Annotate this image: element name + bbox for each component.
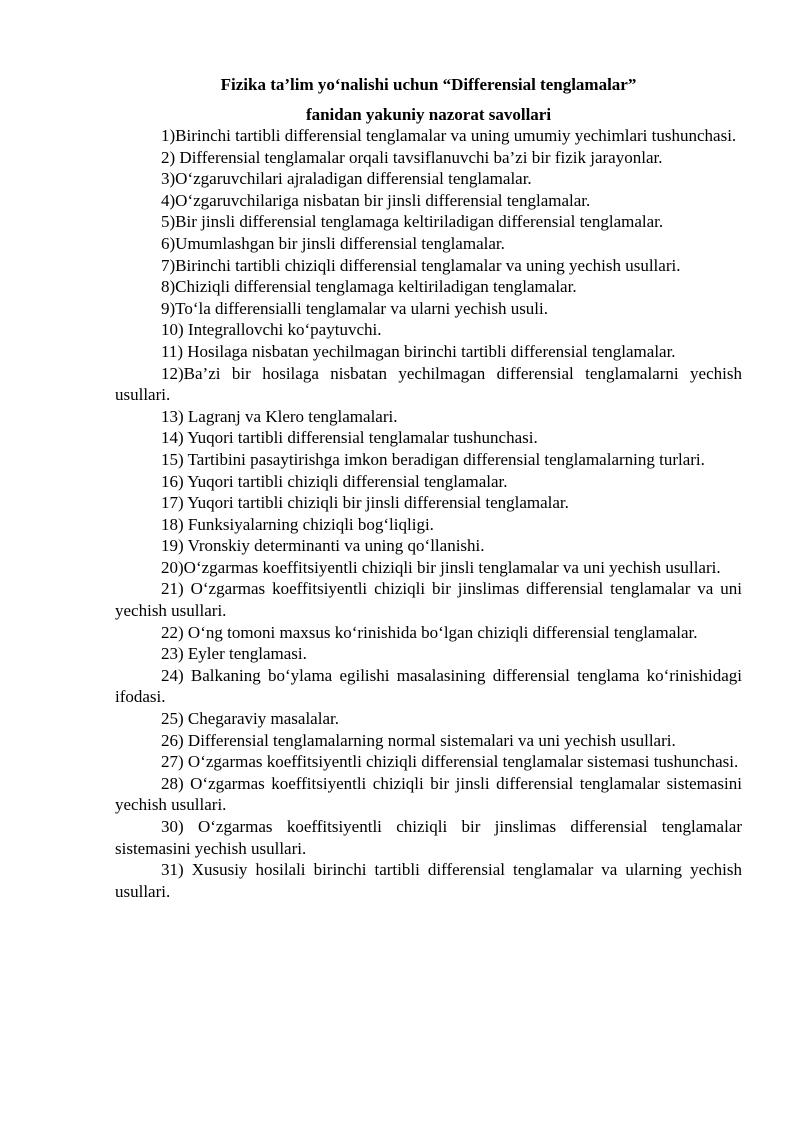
question-item: 1)Birinchi tartibli differensial tenglamalar va uning umumiy yechimlari tushunchasi.: [161, 126, 737, 145]
question-item: 21) O‘zgarmas koeffitsiyentli chiziqli bir jinslimas differensial tenglamalar va uni yechish usullari.: [115, 579, 742, 621]
question-item: 12)Ba’zi bir hosilaga nisbatan yechilmagan differensial tenglamalarni yechish usullari.: [115, 363, 742, 405]
question-item: 4)O‘zgaruvchilariga nisbatan bir jinsli differensial tenglamalar.: [161, 190, 591, 210]
question-item: 28) O‘zgarmas koeffitsiyentli chiziqli bir jinsli differensial tenglamalar sistemasini yechish usullari.: [115, 773, 742, 815]
question-item: 6)Umumlashgan bir jinsli differensial tenglamalar.: [161, 233, 505, 253]
question-item: 26) Differensial tenglamalarning normal sistemalari va uni yechish usullari.: [161, 730, 676, 750]
document-title-line-2: fanidan yakuniy nazorat savollari: [305, 104, 552, 124]
question-item: 3)O‘zgaruvchilari ajraladigan differensial tenglamalar.: [161, 169, 532, 189]
question-item: 30) O‘zgarmas koeffitsiyentli chiziqli bir jinslimas differensial tenglamalar sistemasini yechish usullari.: [115, 817, 742, 858]
question-item: 13) Lagranj va Klero tenglamalari.: [161, 406, 398, 426]
question-item: 22) O‘ng tomoni maxsus ko‘rinishida bo‘lgan chiziqli differensial tenglamalar.: [161, 622, 698, 642]
question-item: 17) Yuqori tartibli chiziqli bir jinsli differensial tenglamalar.: [161, 493, 569, 513]
question-item: 23) Eyler tenglamasi.: [161, 644, 307, 664]
question-item: 25) Chegaraviy masalalar.: [161, 709, 339, 729]
question-item: 31) Xususiy hosilali birinchi tartibli differensial tenglamalar va ularning yechish usullari.: [115, 860, 742, 901]
question-item: 19) Vronskiy determinanti va uning qo‘llanishi.: [161, 536, 485, 556]
question-item: 18) Funksiyalarning chiziqli bog‘liqligi.: [161, 514, 434, 534]
document-title-line-1: Fizika ta’lim yo‘nalishi uchun “Differensial tenglamalar”: [220, 75, 637, 94]
question-item: 10) Integrallovchi ko‘paytuvchi.: [161, 320, 382, 340]
question-item: 2) Differensial tenglamalar orqali tavsiflanuvchi ba’zi bir fizik jarayonlar.: [161, 147, 663, 167]
question-item: 24) Balkaning bo‘ylama egilishi masalasining differensial tenglama ko‘rinishidagi ifodasi.: [115, 665, 742, 707]
question-item: 27) O‘zgarmas koeffitsiyentli chiziqli differensial tenglamalar sistemasi tushunchasi.: [161, 752, 739, 772]
question-item: 5)Bir jinsli differensial tenglamaga keltiriladigan differensial tenglamalar.: [161, 212, 664, 232]
question-item: 15) Tartibini pasaytirishga imkon beradigan differensial tenglamalarning turlari.: [161, 449, 705, 469]
question-item: 14) Yuqori tartibli differensial tenglamalar tushunchasi.: [161, 428, 538, 448]
question-item: 11) Hosilaga nisbatan yechilmagan birinchi tartibli differensial tenglamalar.: [161, 341, 676, 361]
question-item: 16) Yuqori tartibli chiziqli differensial tenglamalar.: [161, 471, 508, 491]
question-item: 9)To‘la differensialli tenglamalar va ularni yechish usuli.: [161, 298, 549, 318]
document-page: [115, 74, 742, 902]
question-item: 8)Chiziqli differensial tenglamaga keltiriladigan tenglamalar.: [161, 277, 577, 297]
question-item: 7)Birinchi tartibli chiziqli differensial tenglamalar va uning yechish usullari.: [161, 255, 681, 275]
question-list: [115, 125, 742, 902]
question-item: 20)O‘zgarmas koeffitsiyentli chiziqli bir jinsli tenglamalar va uni yechish usullari.: [161, 557, 721, 577]
